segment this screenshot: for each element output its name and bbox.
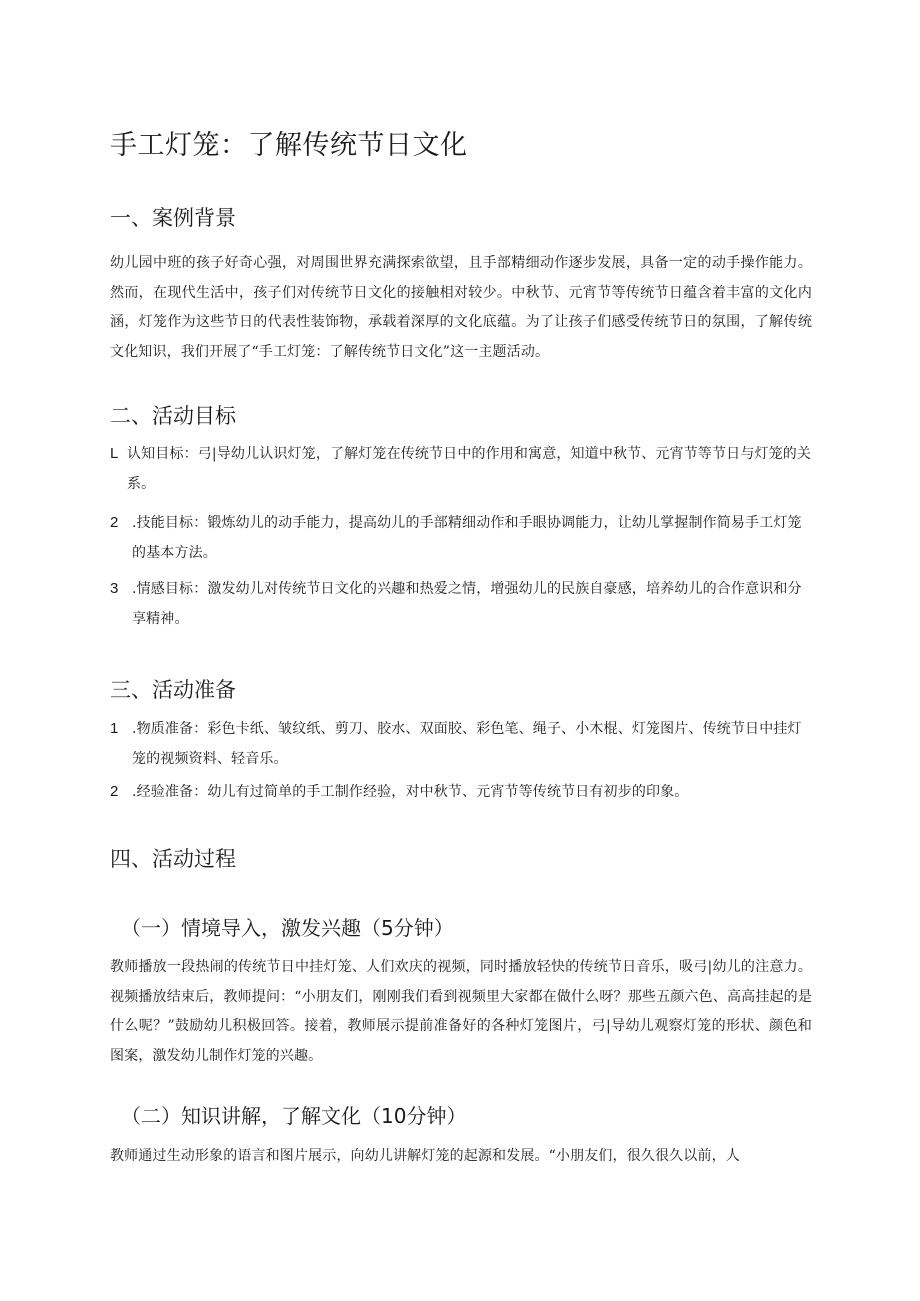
intro-paragraph: 教师播放一段热闹的传统节日中挂灯笼、人们欢庆的视频，同时播放轻快的传统节日音乐，吸弓|幼儿的注意力。视频播放结束后，教师提问：“小朋友们，刚刚我们看到视频里大家都在做什么呀？那些五颜六色、高高挂起的是什么呢？”鼓励幼儿积极回答。接着，教师展示提前准备好的各种灯笼图片，弓|导幼儿观察灯笼的形状、颜色和图案，激发幼儿制作灯笼的兴趣。 [110, 959, 812, 1064]
section-heading-process: 四、活动过程 [110, 847, 236, 871]
list-item-text: 认知目标：弓|导幼儿认识灯笼，了解灯笼在传统节日中的作用和寓意，知道中秋节、元宵节等节日与灯笼的关系。 [127, 446, 812, 492]
knowledge-paragraph: 教师通过生动形象的语言和图片展示，向幼儿讲解灯笼的起源和发展。“小朋友们，很久很久以前，人 [110, 1148, 740, 1164]
section-heading-goals: 二、活动目标 [110, 404, 236, 428]
section-heading-background: 一、案例背景 [110, 206, 236, 230]
list-item-text: .技能目标：锻炼幼儿的动手能力，提高幼儿的手部精细动作和手眼协调能力，让幼儿掌握制作简易手工灯笼的基本方法。 [132, 515, 802, 561]
list-item-text: .物质准备：彩色卡纸、皱纹纸、剪刀、胶水、双面胶、彩色笔、绳子、小木棍、灯笼图片、传统节日中挂灯笼的视频资料、轻音乐。 [132, 721, 802, 767]
background-paragraph: 幼儿园中班的孩子好奇心强，对周围世界充满探索欲望，且手部精细动作逐步发展，具备一定的动手操作能力。然而，在现代生活中，孩子们对传统节日文化的接触相对较少。中秋节、元宵节等传统节日蕴含着丰富的文化内涵，灯笼作为这些节日的代表性装饰物，承载着深厚的文化底蕴。为了让孩子们感受传统节日的氛围，了解传统文化知识，我们开展了“手工灯笼：了解传统节日文化”这一主题活动。 [110, 255, 812, 360]
list-item-number: L [110, 445, 119, 462]
subsection-heading-intro: （一）情境导入，激发兴趣（5分钟） [121, 916, 454, 940]
subsection-heading-knowledge: （二）知识讲解，了解文化（10分钟） [121, 1104, 467, 1128]
list-item [110, 714, 812, 774]
list-item [110, 777, 812, 807]
list-item [110, 508, 812, 568]
list-item-text: .经验准备：幼儿有过简单的手工制作经验，对中秋节、元宵节等传统节日有初步的印象。 [132, 784, 689, 800]
list-item [110, 439, 812, 499]
list-item [110, 574, 812, 634]
list-item-number: 3 [110, 580, 119, 597]
list-item-number: 2 [110, 783, 119, 800]
list-item-number: 2 [110, 514, 119, 531]
section-heading-preparation: 三、活动准备 [110, 678, 236, 702]
list-item-text: .情感目标：激发幼儿对传统节日文化的兴趣和热爱之情，增强幼儿的民族自豪感，培养幼儿的合作意识和分享精神。 [132, 581, 802, 627]
document-title: 手工灯笼：了解传统节日文化 [110, 130, 468, 161]
list-item-number: 1 [110, 720, 119, 737]
